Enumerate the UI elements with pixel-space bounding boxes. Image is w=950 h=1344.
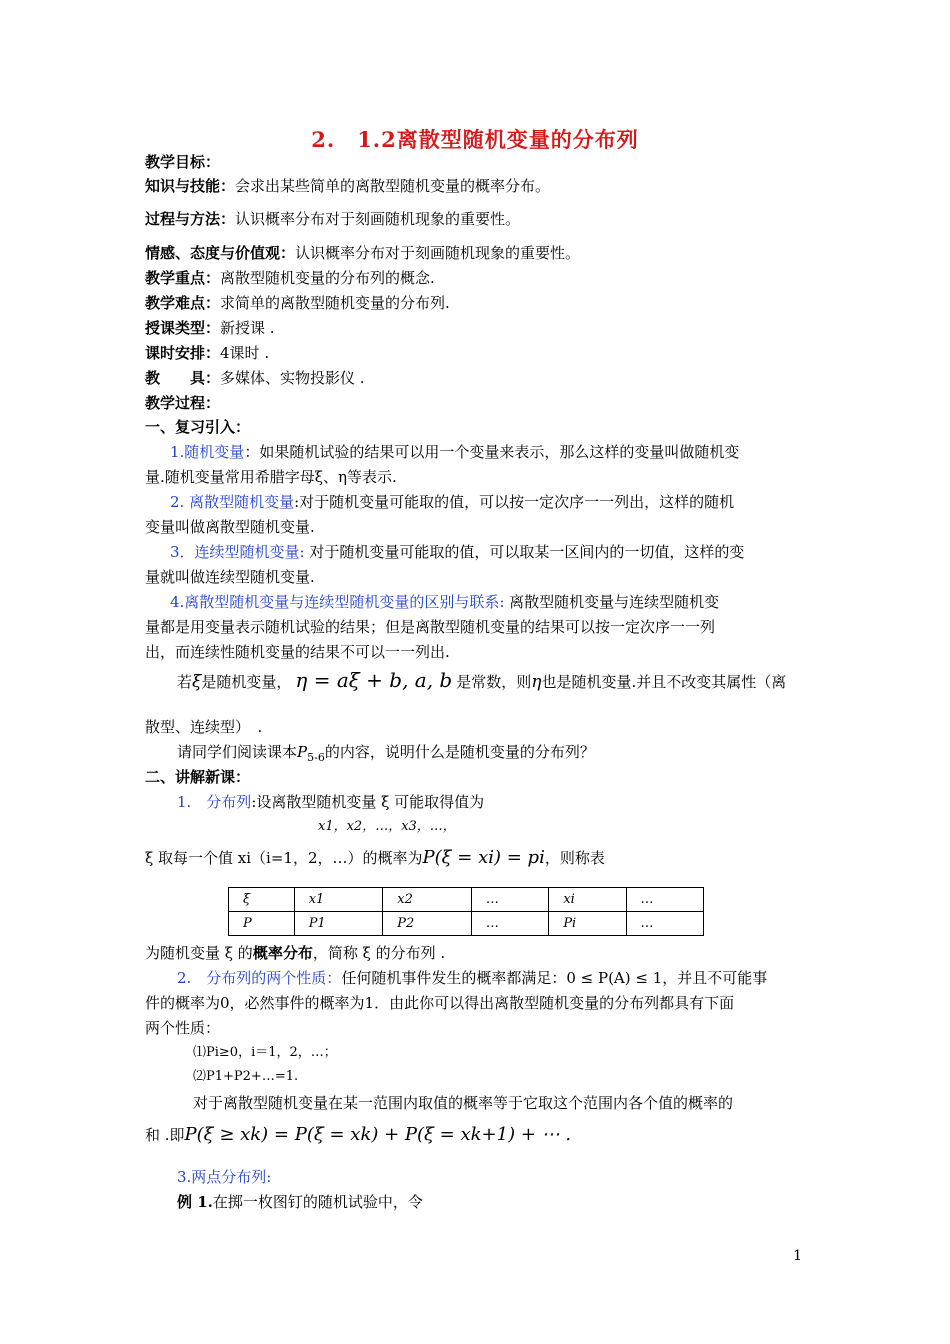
probability-definition xyxy=(145,843,605,873)
eta-symbol: η xyxy=(531,672,542,692)
if-text-c: 是常数，则 xyxy=(456,673,532,691)
new-item-1 xyxy=(177,791,484,813)
goals-heading: 教学目标： xyxy=(145,153,221,171)
hours-label: 课时安排： xyxy=(145,344,221,362)
after-table-line xyxy=(145,942,445,964)
after-table-text-c: ，简称 ξ 的分布列 . xyxy=(312,944,446,962)
key-label: 教学重点： xyxy=(145,269,221,287)
table-row xyxy=(229,912,704,936)
property-2: ⑵P1+P2+…=1. xyxy=(193,1069,299,1084)
difficult-label: 教学难点： xyxy=(145,294,221,312)
review-item-4-cont-1: 量都是用变量表示随机试验的结果；但是离散型随机变量的结果可以按一定次序一一列 xyxy=(145,618,716,636)
process-line xyxy=(145,208,520,230)
emotion-text: 认识概率分布对于刻画随机现象的重要性。 xyxy=(295,244,581,262)
table-cell: … xyxy=(626,912,704,936)
table-cell: Pi xyxy=(549,912,626,936)
difficult-line xyxy=(145,292,450,314)
review-item-2 xyxy=(170,491,734,513)
process-text: 认识概率分布对于刻画随机现象的重要性。 xyxy=(235,210,521,228)
procedure-heading: 教学过程： xyxy=(145,394,221,412)
properties-label: 2. 分布列的两个性质： xyxy=(177,969,342,987)
hours-line xyxy=(145,342,269,364)
random-variable-label: 1.随机变量 xyxy=(170,443,245,461)
linear-transform-line xyxy=(177,666,786,696)
if-text-b: 是随机变量， xyxy=(201,673,292,691)
if-text-d: 也是随机变量.并且不改变其属性（离 xyxy=(541,673,787,691)
reading-text-a: 请同学们阅读课本 xyxy=(177,743,298,761)
review-item-2-cont: 变量叫做离散型随机变量. xyxy=(145,518,315,536)
new-item-1-text: :设离散型随机变量 ξ 可能取得值为 xyxy=(251,793,485,811)
table-cell: x2 xyxy=(383,888,472,912)
type-line xyxy=(145,317,275,339)
new-lesson-heading: 二、讲解新课： xyxy=(145,768,251,786)
reading-page-range: 5-6 xyxy=(307,751,325,764)
knowledge-text: 会求出某些简单的离散型随机变量的概率分布。 xyxy=(235,177,551,195)
example-1-text: 在掷一枚图钉的随机试验中，令 xyxy=(212,1193,423,1211)
reading-text-b: 的内容，说明什么是随机变量的分布列？ xyxy=(324,743,595,761)
review-item-4 xyxy=(170,591,719,613)
review-item-3 xyxy=(170,541,744,563)
table-cell: ξ xyxy=(229,888,295,912)
review-item-3-text: 对于随机变量可能取的值，可以取某一区间内的一切值，这样的变 xyxy=(304,543,745,561)
review-item-1-text: ：如果随机试验的结果可以用一个变量来表示，那么这样的变量叫做随机变 xyxy=(244,443,740,461)
linear-formula: η = aξ + b, a, b xyxy=(295,668,453,692)
example-1 xyxy=(177,1191,423,1213)
table-cell: P1 xyxy=(294,912,383,936)
table-cell: x1 xyxy=(294,888,383,912)
key-line xyxy=(145,267,435,289)
linear-transform-cont: 散型、连续型） . xyxy=(145,718,263,736)
review-heading: 一、复习引入： xyxy=(145,418,251,436)
difference-label: 4.离散型随机变量与连续型随机变量的区别与联系: xyxy=(170,593,505,611)
review-item-2-text: :对于随机变量可能取的值，可以按一定次序一一列出，这样的随机 xyxy=(294,493,735,511)
possible-values: x1，x2，…，x3，…， xyxy=(318,819,456,834)
review-item-4-cont-2: 出，而连续性随机变量的结果不可以一一列出. xyxy=(145,643,450,661)
xi-symbol: ξ xyxy=(192,672,202,692)
new-item-2-cont-1: 件的概率为0，必然事件的概率为1．由此你可以得出离散型随机变量的分布列都具有下面 xyxy=(145,994,735,1012)
difficult-text: 求简单的离散型随机变量的分布列. xyxy=(220,294,450,312)
table-cell: … xyxy=(471,888,548,912)
page-number: 1 xyxy=(793,1248,802,1264)
process-label: 过程与方法： xyxy=(145,210,236,228)
key-text: 离散型随机变量的分布列的概念. xyxy=(220,269,435,287)
type-label: 授课类型： xyxy=(145,319,221,337)
tools-line xyxy=(145,367,365,389)
range-sum-formula: P(ξ ≥ xk) = P(ξ = xk) + P(ξ = xk+1) + ⋯ . xyxy=(184,1124,572,1145)
example-1-label: 例 1. xyxy=(177,1193,213,1211)
reading-prompt xyxy=(177,741,595,769)
if-text-a: 若 xyxy=(177,673,193,691)
new-item-2-text: 任何随机事件发生的概率都满足：0 ≤ P(A) ≤ 1，并且不可能事 xyxy=(341,969,768,987)
knowledge-label: 知识与技能： xyxy=(145,177,236,195)
property-1: ⑴Pi≥0，i＝1，2，…； xyxy=(193,1045,337,1060)
continuous-variable-label: 3．连续型随机变量: xyxy=(170,543,305,561)
prob-def-text-b: ，则称表 xyxy=(544,849,605,867)
distribution-label: 1. 分布列 xyxy=(177,793,252,811)
prob-def-text-a: ξ 取每一个值 xi（i=1，2，…）的概率为 xyxy=(145,849,423,867)
tools-text: 多媒体、实物投影仪 . xyxy=(220,369,365,387)
table-cell: P2 xyxy=(383,912,472,936)
emotion-line xyxy=(145,242,580,264)
table-cell: … xyxy=(626,888,704,912)
table-cell: P xyxy=(229,912,295,936)
new-item-2 xyxy=(177,967,767,989)
new-item-2-cont-2: 两个性质： xyxy=(145,1019,221,1037)
table-cell: xi xyxy=(549,888,626,912)
knowledge-line xyxy=(145,175,550,197)
discrete-variable-label: 2. 离散型随机变量 xyxy=(170,493,295,511)
review-item-3-cont: 量就叫做连续型随机变量. xyxy=(145,568,315,586)
review-item-1-cont: 量.随机变量常用希腊字母ξ、η等表示. xyxy=(145,468,397,486)
sum-lead: 和 .即 xyxy=(145,1126,185,1144)
after-table-text-a: 为随机变量 ξ 的 xyxy=(145,944,253,962)
table-row xyxy=(229,888,704,912)
range-sum-formula-line xyxy=(145,1118,571,1152)
tools-label: 教 具： xyxy=(145,369,221,387)
probability-distribution-term: 概率分布 xyxy=(252,944,313,962)
two-point-label: 3.两点分布列: xyxy=(177,1168,272,1186)
table-cell: … xyxy=(471,912,548,936)
page-title: 2. 1.2离散型随机变量的分布列 xyxy=(311,127,639,152)
type-text: 新授课 . xyxy=(220,319,275,337)
reading-page-p: P xyxy=(297,743,308,761)
range-sum-text: 对于离散型随机变量在某一范围内取值的概率等于它取这个范围内各个值的概率的 xyxy=(193,1094,734,1112)
review-item-4-text: 离散型随机变量与连续型随机变 xyxy=(504,593,720,611)
review-item-1 xyxy=(170,441,739,463)
hours-text: 4课时 . xyxy=(220,344,270,362)
emotion-label: 情感、态度与价值观： xyxy=(145,244,296,262)
distribution-table xyxy=(228,887,704,936)
prob-formula: P(ξ = xi) = pi xyxy=(422,847,545,868)
